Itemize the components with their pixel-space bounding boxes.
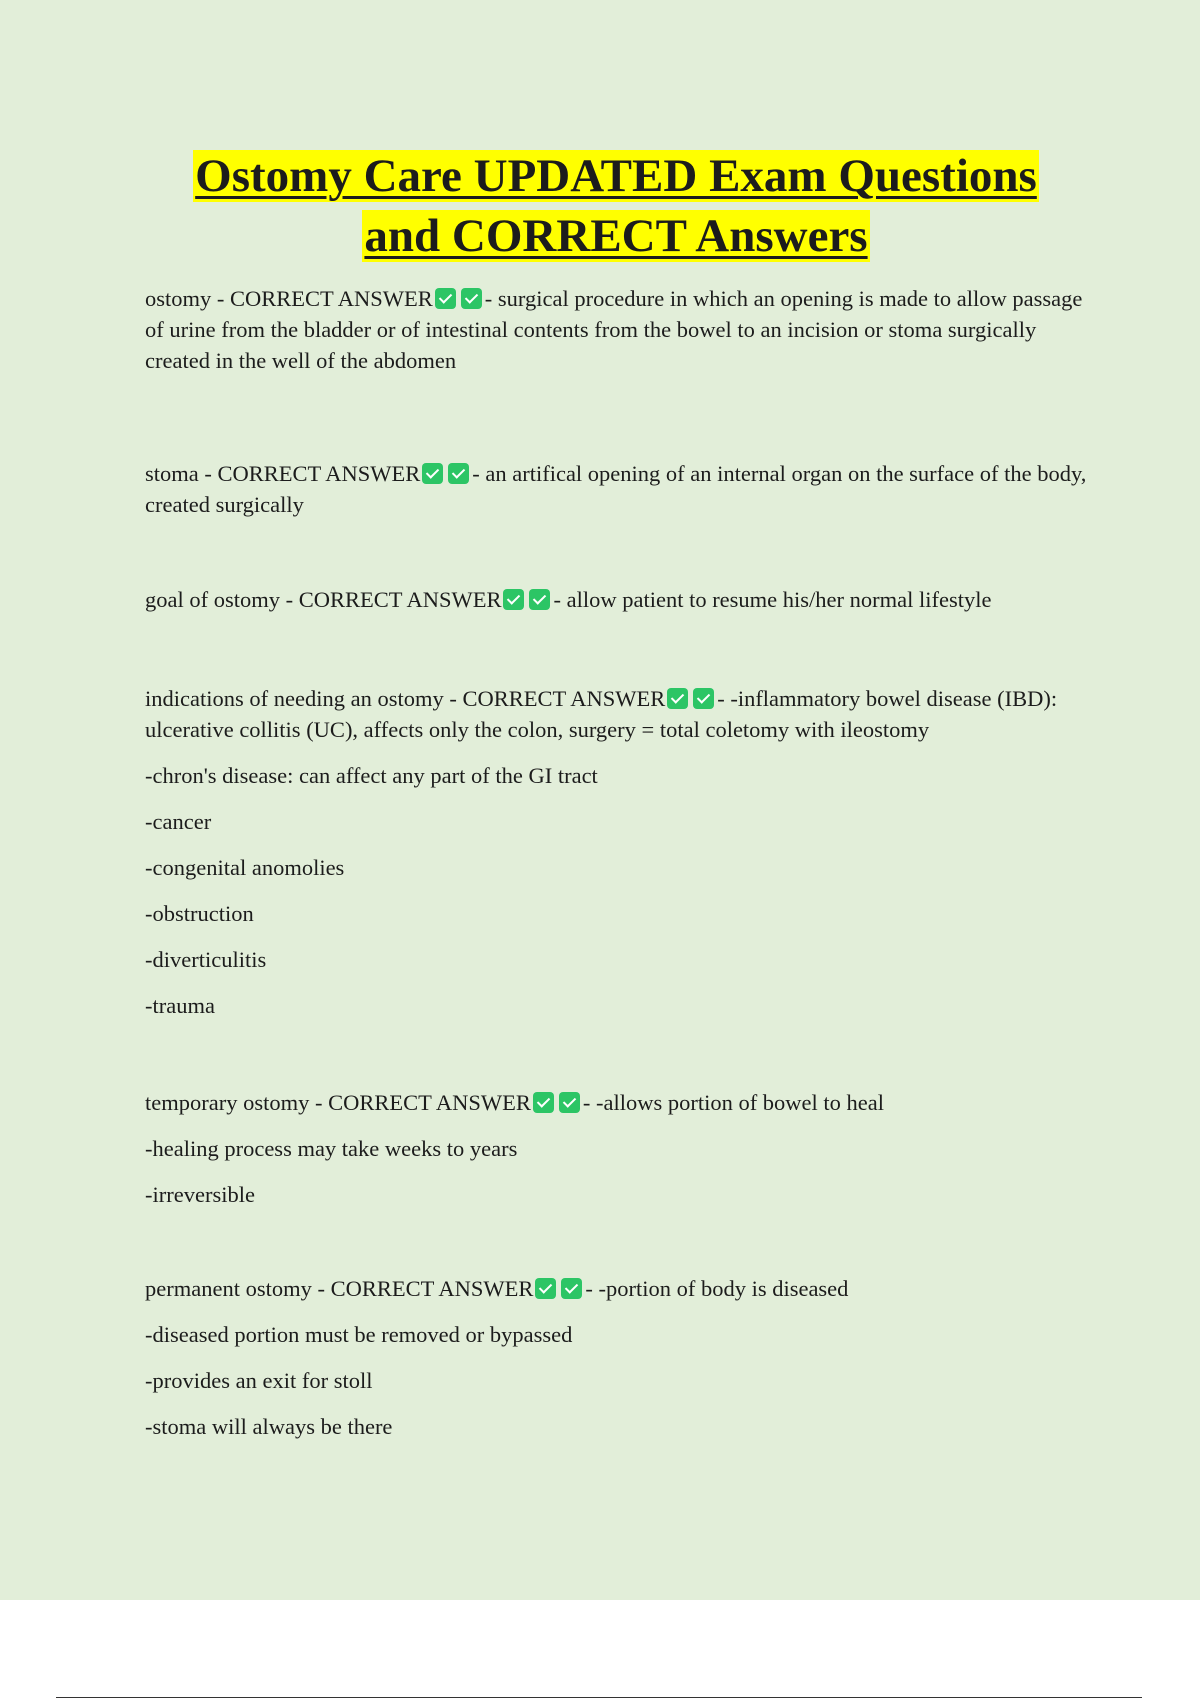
list-item: -diseased portion must be removed or bypassed	[145, 1322, 573, 1347]
footer-divider	[56, 1697, 1142, 1698]
green-checkmark-icon	[693, 688, 714, 709]
list-item: -cancer	[145, 809, 212, 834]
qa-answer: - -portion of body is diseased	[585, 1276, 849, 1301]
green-checkmark-icon	[667, 688, 688, 709]
green-checkmark-icon	[559, 1092, 580, 1113]
document-title	[120, 146, 1112, 266]
qa-paragraph	[145, 283, 1090, 376]
green-checkmark-icon	[529, 589, 550, 610]
qa-answer: - allow patient to resume his/her normal lifestyle	[553, 587, 992, 612]
qa-item	[145, 1273, 1090, 1442]
qa-term: temporary ostomy -	[145, 1090, 329, 1115]
correct-answer-label: CORRECT ANSWER	[330, 1276, 534, 1301]
title-line-1: Ostomy Care UPDATED Exam Questions	[195, 150, 1037, 202]
qa-item	[145, 283, 1090, 376]
qa-term: stoma -	[145, 461, 218, 486]
list-item: -irreversible	[145, 1182, 255, 1207]
list-item: -obstruction	[145, 901, 254, 926]
qa-answer: - surgical procedure in which an opening is made to allow passage of urine from the bladder or of intestinal contents from the bowel to an incision or stoma surgically created in the well of the abdomen	[145, 286, 1083, 373]
qa-item	[145, 584, 1090, 615]
correct-answer-label: CORRECT ANSWER	[230, 286, 433, 311]
qa-item	[145, 458, 1090, 520]
correct-answer-label: CORRECT ANSWER	[328, 1090, 531, 1115]
green-checkmark-icon	[503, 589, 524, 610]
list-item: -provides an exit for stoll	[145, 1368, 373, 1393]
list-item: -healing process may take weeks to years	[145, 1136, 518, 1161]
green-checkmark-icon	[461, 288, 482, 309]
green-checkmark-icon	[533, 1092, 554, 1113]
green-checkmark-icon	[422, 463, 443, 484]
qa-paragraph	[145, 584, 1090, 615]
correct-answer-label: CORRECT ANSWER	[217, 461, 421, 486]
list-item: -congenital anomolies	[145, 855, 345, 880]
list-item: -stoma will always be there	[145, 1414, 393, 1439]
qa-paragraph	[145, 683, 1090, 745]
qa-answer: - -inflammatory bowel disease (IBD): ulcerative collitis (UC), affects only the colon, surgery = total coletomy with ileostomy	[145, 686, 1058, 742]
green-checkmark-icon	[448, 463, 469, 484]
green-checkmark-icon	[535, 1278, 556, 1299]
correct-answer-label: CORRECT ANSWER	[298, 587, 502, 612]
qa-paragraph	[145, 458, 1090, 520]
list-item: -diverticulitis	[145, 947, 267, 972]
list-item: -trauma	[145, 993, 215, 1018]
qa-item	[145, 683, 1090, 1021]
qa-term: goal of ostomy -	[145, 587, 299, 612]
qa-answer: - -allows portion of bowel to heal	[582, 1090, 885, 1115]
qa-term: permanent ostomy -	[145, 1276, 331, 1301]
qa-answer: - an artifical opening of an internal organ on the surface of the body, created surgically	[145, 461, 1087, 517]
qa-paragraph	[145, 1087, 1090, 1118]
qa-paragraph	[145, 1273, 1090, 1304]
title-line-2: and CORRECT Answers	[364, 210, 868, 262]
qa-content	[145, 283, 1090, 1442]
qa-item	[145, 1087, 1090, 1210]
qa-term: ostomy -	[145, 286, 231, 311]
correct-answer-label: CORRECT ANSWER	[462, 686, 666, 711]
qa-term: indications of needing an ostomy -	[145, 686, 463, 711]
green-checkmark-icon	[561, 1278, 582, 1299]
green-checkmark-icon	[435, 288, 456, 309]
list-item: -chron's disease: can affect any part of the GI tract	[145, 763, 598, 788]
